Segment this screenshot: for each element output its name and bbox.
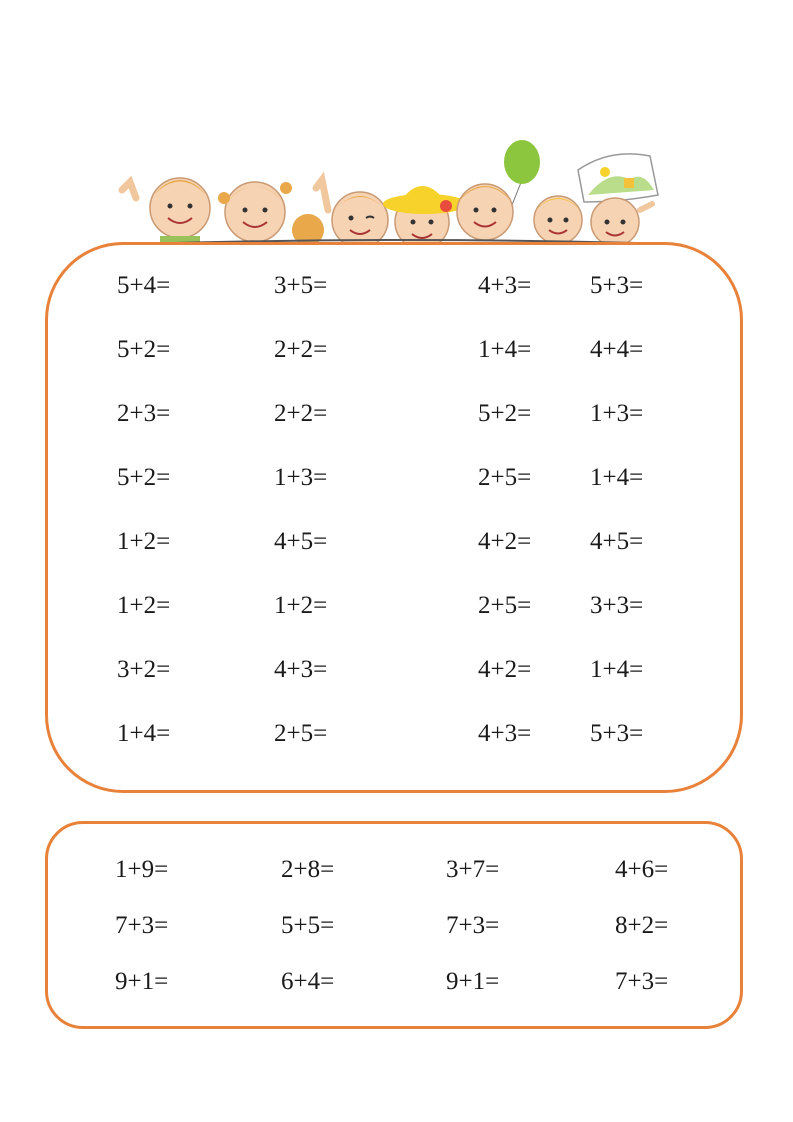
math-problem: 5+3= [590,272,644,299]
math-problem: 1+3= [590,400,644,427]
kid-face-icon [218,182,292,242]
math-problem: 2+3= [117,400,171,427]
math-problem: 5+4= [117,272,171,299]
math-problem: 1+9= [115,856,169,883]
math-problem: 4+2= [478,528,532,555]
math-problem: 3+5= [274,272,328,299]
math-problem: 9+1= [446,968,500,995]
math-problem: 1+2= [117,592,171,619]
math-problem: 3+2= [117,656,171,683]
kid-face-icon [534,196,582,244]
math-problem: 7+3= [115,912,169,939]
math-problem: 4+3= [478,720,532,747]
math-problem: 8+2= [615,912,669,939]
kids-illustration [110,140,680,255]
kid-face-icon [122,178,210,246]
worksheet-section-1 [45,242,743,793]
kid-face-icon [292,180,388,248]
math-problem: 4+3= [478,272,532,299]
math-problem: 1+4= [590,464,644,491]
math-problem: 4+4= [590,336,644,363]
kid-face-icon [591,198,652,246]
math-problem: 5+2= [478,400,532,427]
math-problem: 7+3= [446,912,500,939]
math-problem: 3+7= [446,856,500,883]
math-problem: 2+2= [274,336,328,363]
math-problem: 5+2= [117,464,171,491]
math-problem: 2+2= [274,400,328,427]
math-problem: 1+4= [590,656,644,683]
math-problem: 1+2= [274,592,328,619]
kid-face-icon [457,184,513,240]
math-problem: 2+5= [274,720,328,747]
picture-frame-icon [578,154,658,202]
math-problem: 6+4= [281,968,335,995]
math-problem: 4+6= [615,856,669,883]
math-problem: 2+5= [478,592,532,619]
math-problem: 1+4= [478,336,532,363]
math-problem: 2+5= [478,464,532,491]
math-problem: 2+8= [281,856,335,883]
math-problem: 1+4= [117,720,171,747]
math-problem: 3+3= [590,592,644,619]
math-problem: 1+3= [274,464,328,491]
math-problem: 1+2= [117,528,171,555]
math-problem: 4+5= [590,528,644,555]
math-problem: 5+5= [281,912,335,939]
math-problem: 4+5= [274,528,328,555]
math-problem: 5+3= [590,720,644,747]
math-problem: 9+1= [115,968,169,995]
math-problem: 4+2= [478,656,532,683]
math-problem: 7+3= [615,968,669,995]
math-problem: 4+3= [274,656,328,683]
math-problem: 5+2= [117,336,171,363]
